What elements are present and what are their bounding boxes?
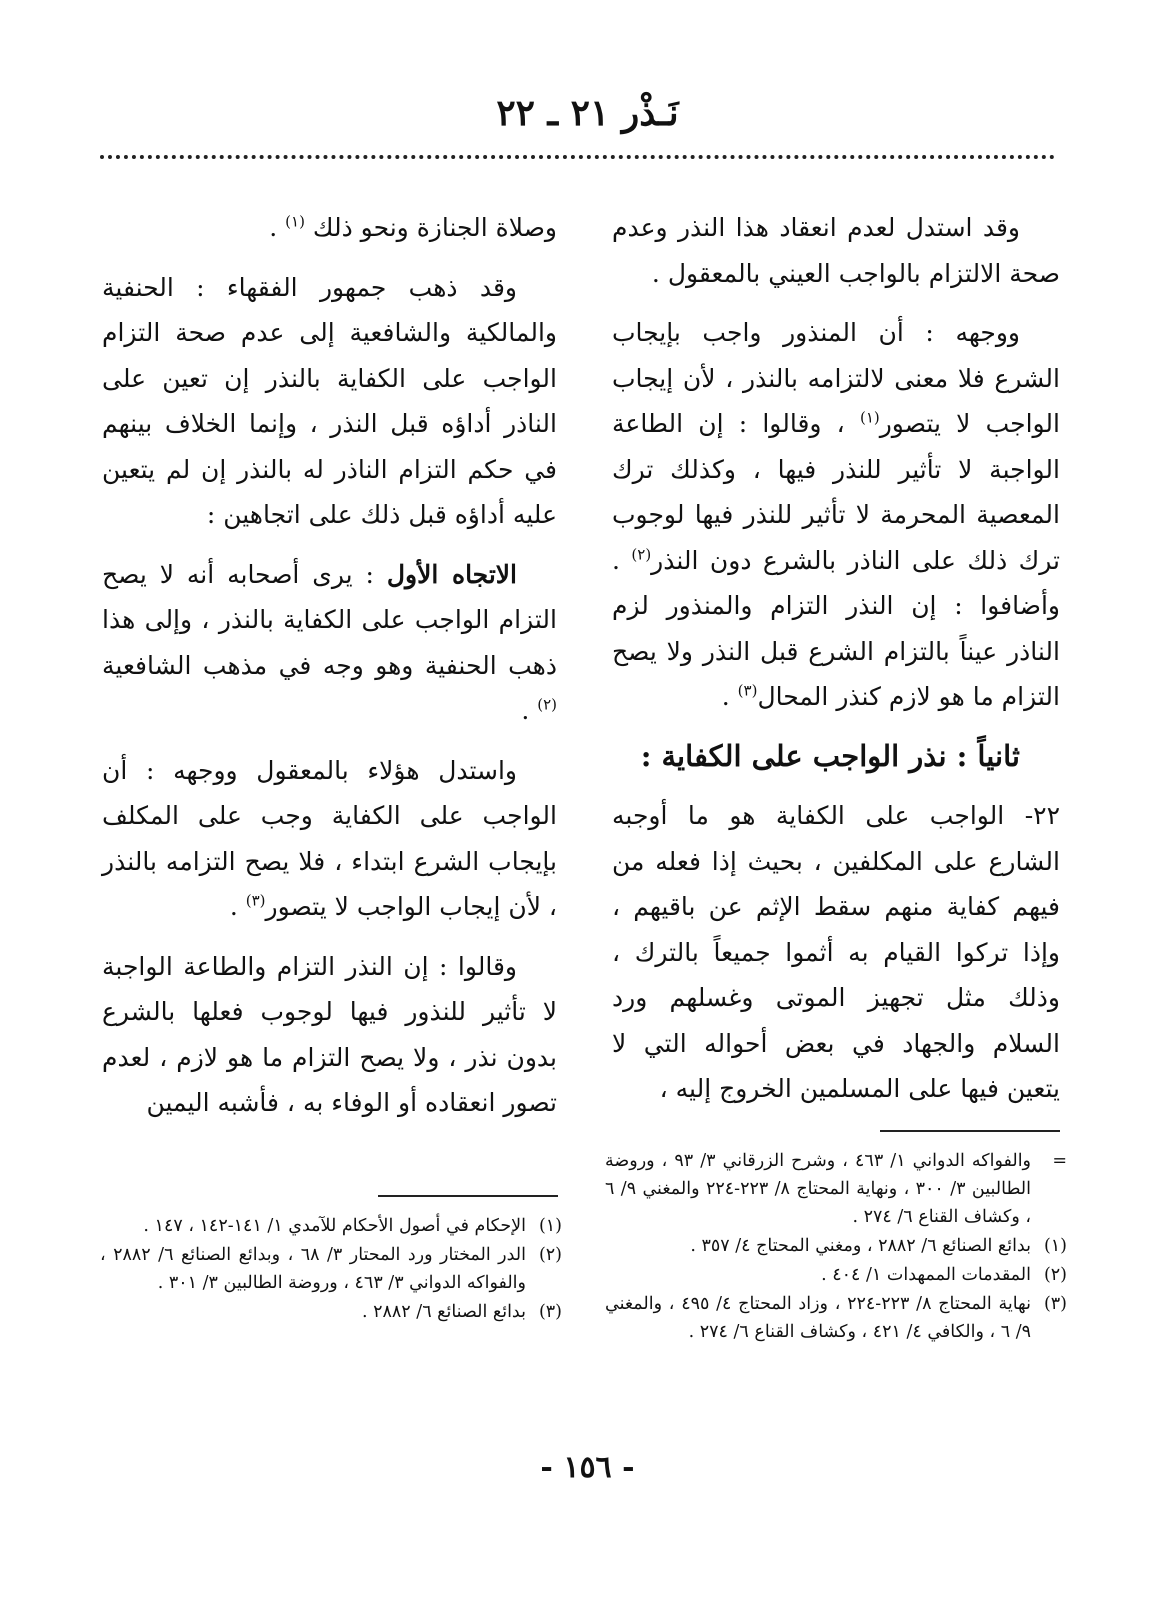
footnote [605,1261,1067,1289]
footnote-ref: (١) [285,212,305,231]
footnote-ref: (٢) [631,545,652,564]
footnote-number: (٢) [538,1245,562,1265]
right-paragraph-2-end: . [721,682,738,711]
page-number: - ١٥٦ - [540,1450,635,1485]
footnote [100,1241,562,1297]
right-paragraph-2 [612,310,1060,720]
right-paragraph-2-part-b: ، وقالوا : إن الطاعة الواجبة لا تأثير للنذر فيها ، وكذلك ترك المعصية المحرمة لا تأثير للنذر فيها لوجوب ترك ذلك على الناذر بالشرع دون النذر [612,409,1060,575]
footnote [100,1212,562,1240]
footnote-separator-right [880,1130,1060,1132]
right-paragraph-3: ٢٢- الواجب على الكفاية هو ما أوجبه الشارع على المكلفين ، بحيث إذا فعله من فيهم كفاية منهم سقط الإثم عن باقيهم ، وإذا تركوا القيام به أثموا جميعاً بالترك ، وذلك مثل تجهيز الموتى وغسلهم ورد السلام والجهاد في بعض أحواله التي لا يتعين فيها على المسلمين الخروج إليه ، [612,801,1060,1103]
footnote-ref: (٣) [737,681,758,700]
header-dotted-rule [100,155,1055,159]
footnotes-right [605,1147,1067,1347]
footnote [605,1147,1067,1231]
footnote-text: الإحكام في أصول الأحكام للآمدي ١/ ١٤١-١٤٢ ، ١٤٧ . [143,1216,526,1236]
footnote-ref: (١) [859,408,880,427]
left-paragraph-3-lead: الاتجاه الأول [386,559,517,589]
right-paragraph-1: وقد استدل لعدم انعقاد هذا النذر وعدم صحة الالتزام بالواجب العيني بالمعقول . [612,213,1060,288]
right-paragraph-2-part-a: ووجهه : أن المنذور واجب بإيجاب الشرع فلا معنى لالتزامه بالنذر ، لأن إيجاب الواجب لا يتصور [612,318,1060,438]
footnote-number: (١) [538,1216,562,1236]
left-paragraph-4-text: واستدل هؤلاء بالمعقول ووجهه : أن الواجب على الكفاية وجب على المكلف بإيجاب الشرع ابتداء ، فلا يصح التزامه بالنذر ، لأن إيجاب الواجب لا يتصور [102,755,557,921]
footnote-number: (٣) [1043,1294,1067,1314]
left-paragraph-3-text: : يرى أصحابه أنه لا يصح التزام الواجب على الكفاية بالنذر ، وإلى هذا ذهب الحنفية وهو وجه في مذهب الشافعية [102,559,557,680]
left-paragraph-3 [102,552,557,734]
left-paragraph-4-end: . [229,892,246,921]
left-paragraph-1-text: وصلاة الجنازة ونحو ذلك [312,213,557,242]
right-paragraph-2-part-c: . وأضافوا : إن النذر التزام والمنذور لزم الناذر عيناً بالتزام الشرع قبل النذر ولا يصح التزام ما هو لازم كنذر المحال [612,545,1060,711]
footnote-number: (٣) [538,1302,562,1322]
footnote-separator-left [378,1195,558,1197]
footnote-text: والفواكه الدواني ١/ ٤٦٣ ، وشرح الزرقاني ٣/ ٩٣ ، وروضة الطالبين ٣/ ٣٠٠ ، ونهاية المحتاج ٨/ ٢٢٣-٢٢٤ والمغني ٩/ ٦ ، وكشاف القناع ٦/ ٢٧٤ . [605,1151,1032,1227]
left-paragraph-5: وقالوا : إن النذر التزام والطاعة الواجبة لا تأثير للنذور فيها لوجوب فعلها بالشرع بدون نذر ، ولا يصح التزام ما هو لازم ، لعدم تصور انعقاده أو الوفاء به ، فأشبه اليمين [102,951,557,1117]
footnote [605,1290,1067,1346]
footnote-number: (٢) [1043,1265,1067,1285]
footnote-text: المقدمات الممهدات ١/ ٤٠٤ . [821,1265,1031,1285]
footnote-ref: (٣) [245,891,266,910]
footnote-text: نهاية المحتاج ٨/ ٢٢٣-٢٢٤ ، وزاد المحتاج ٤/ ٤٩٥ ، والمغني ٩/ ٦ ، والكافي ٤/ ٤٢١ ، وكشاف القناع ٦/ ٢٧٤ . [605,1294,1031,1342]
left-paragraph-3-end: . [521,696,538,725]
footnote-text: بدائع الصنائع ٦/ ٢٨٨٢ ، ومغني المحتاج ٤/ ٣٥٧ . [690,1236,1031,1256]
footnotes-left [100,1212,562,1327]
footnote-number: = [1052,1151,1067,1171]
left-paragraph-1 [102,205,557,251]
footnote [100,1298,562,1326]
section-heading: ثانياً : نذر الواجب على الكفاية : [640,738,1020,773]
footnote-text: الدر المختار ورد المحتار ٣/ ٦٨ ، وبدائع الصنائع ٦/ ٢٨٨٢ ، والفواكه الدواني ٣/ ٤٦٣ ، وروضة الطالبين ٣/ ٣٠١ . [100,1245,526,1293]
footnote [605,1232,1067,1260]
page-header-title: نَـذْر ٢١ ـ ٢٢ [496,92,679,134]
left-paragraph-4 [102,748,557,930]
footnote-text: بدائع الصنائع ٦/ ٢٨٨٢ . [361,1302,526,1322]
left-paragraph-1-end: . [269,213,286,242]
left-column [102,205,557,1140]
footnote-ref: (٢) [537,695,557,714]
left-paragraph-2: وقد ذهب جمهور الفقهاء : الحنفية والمالكية والشافعية إلى عدم صحة التزام الواجب على الكفاية بالنذر إن تعين على الناذر أداؤه قبل النذر ، وإنما الخلاف بينهم في حكم التزام الناذر له بالنذر إن لم يتعين عليه أداؤه قبل ذلك على اتجاهين : [102,272,557,529]
footnote-number: (١) [1043,1236,1067,1256]
right-column [612,205,1060,1126]
